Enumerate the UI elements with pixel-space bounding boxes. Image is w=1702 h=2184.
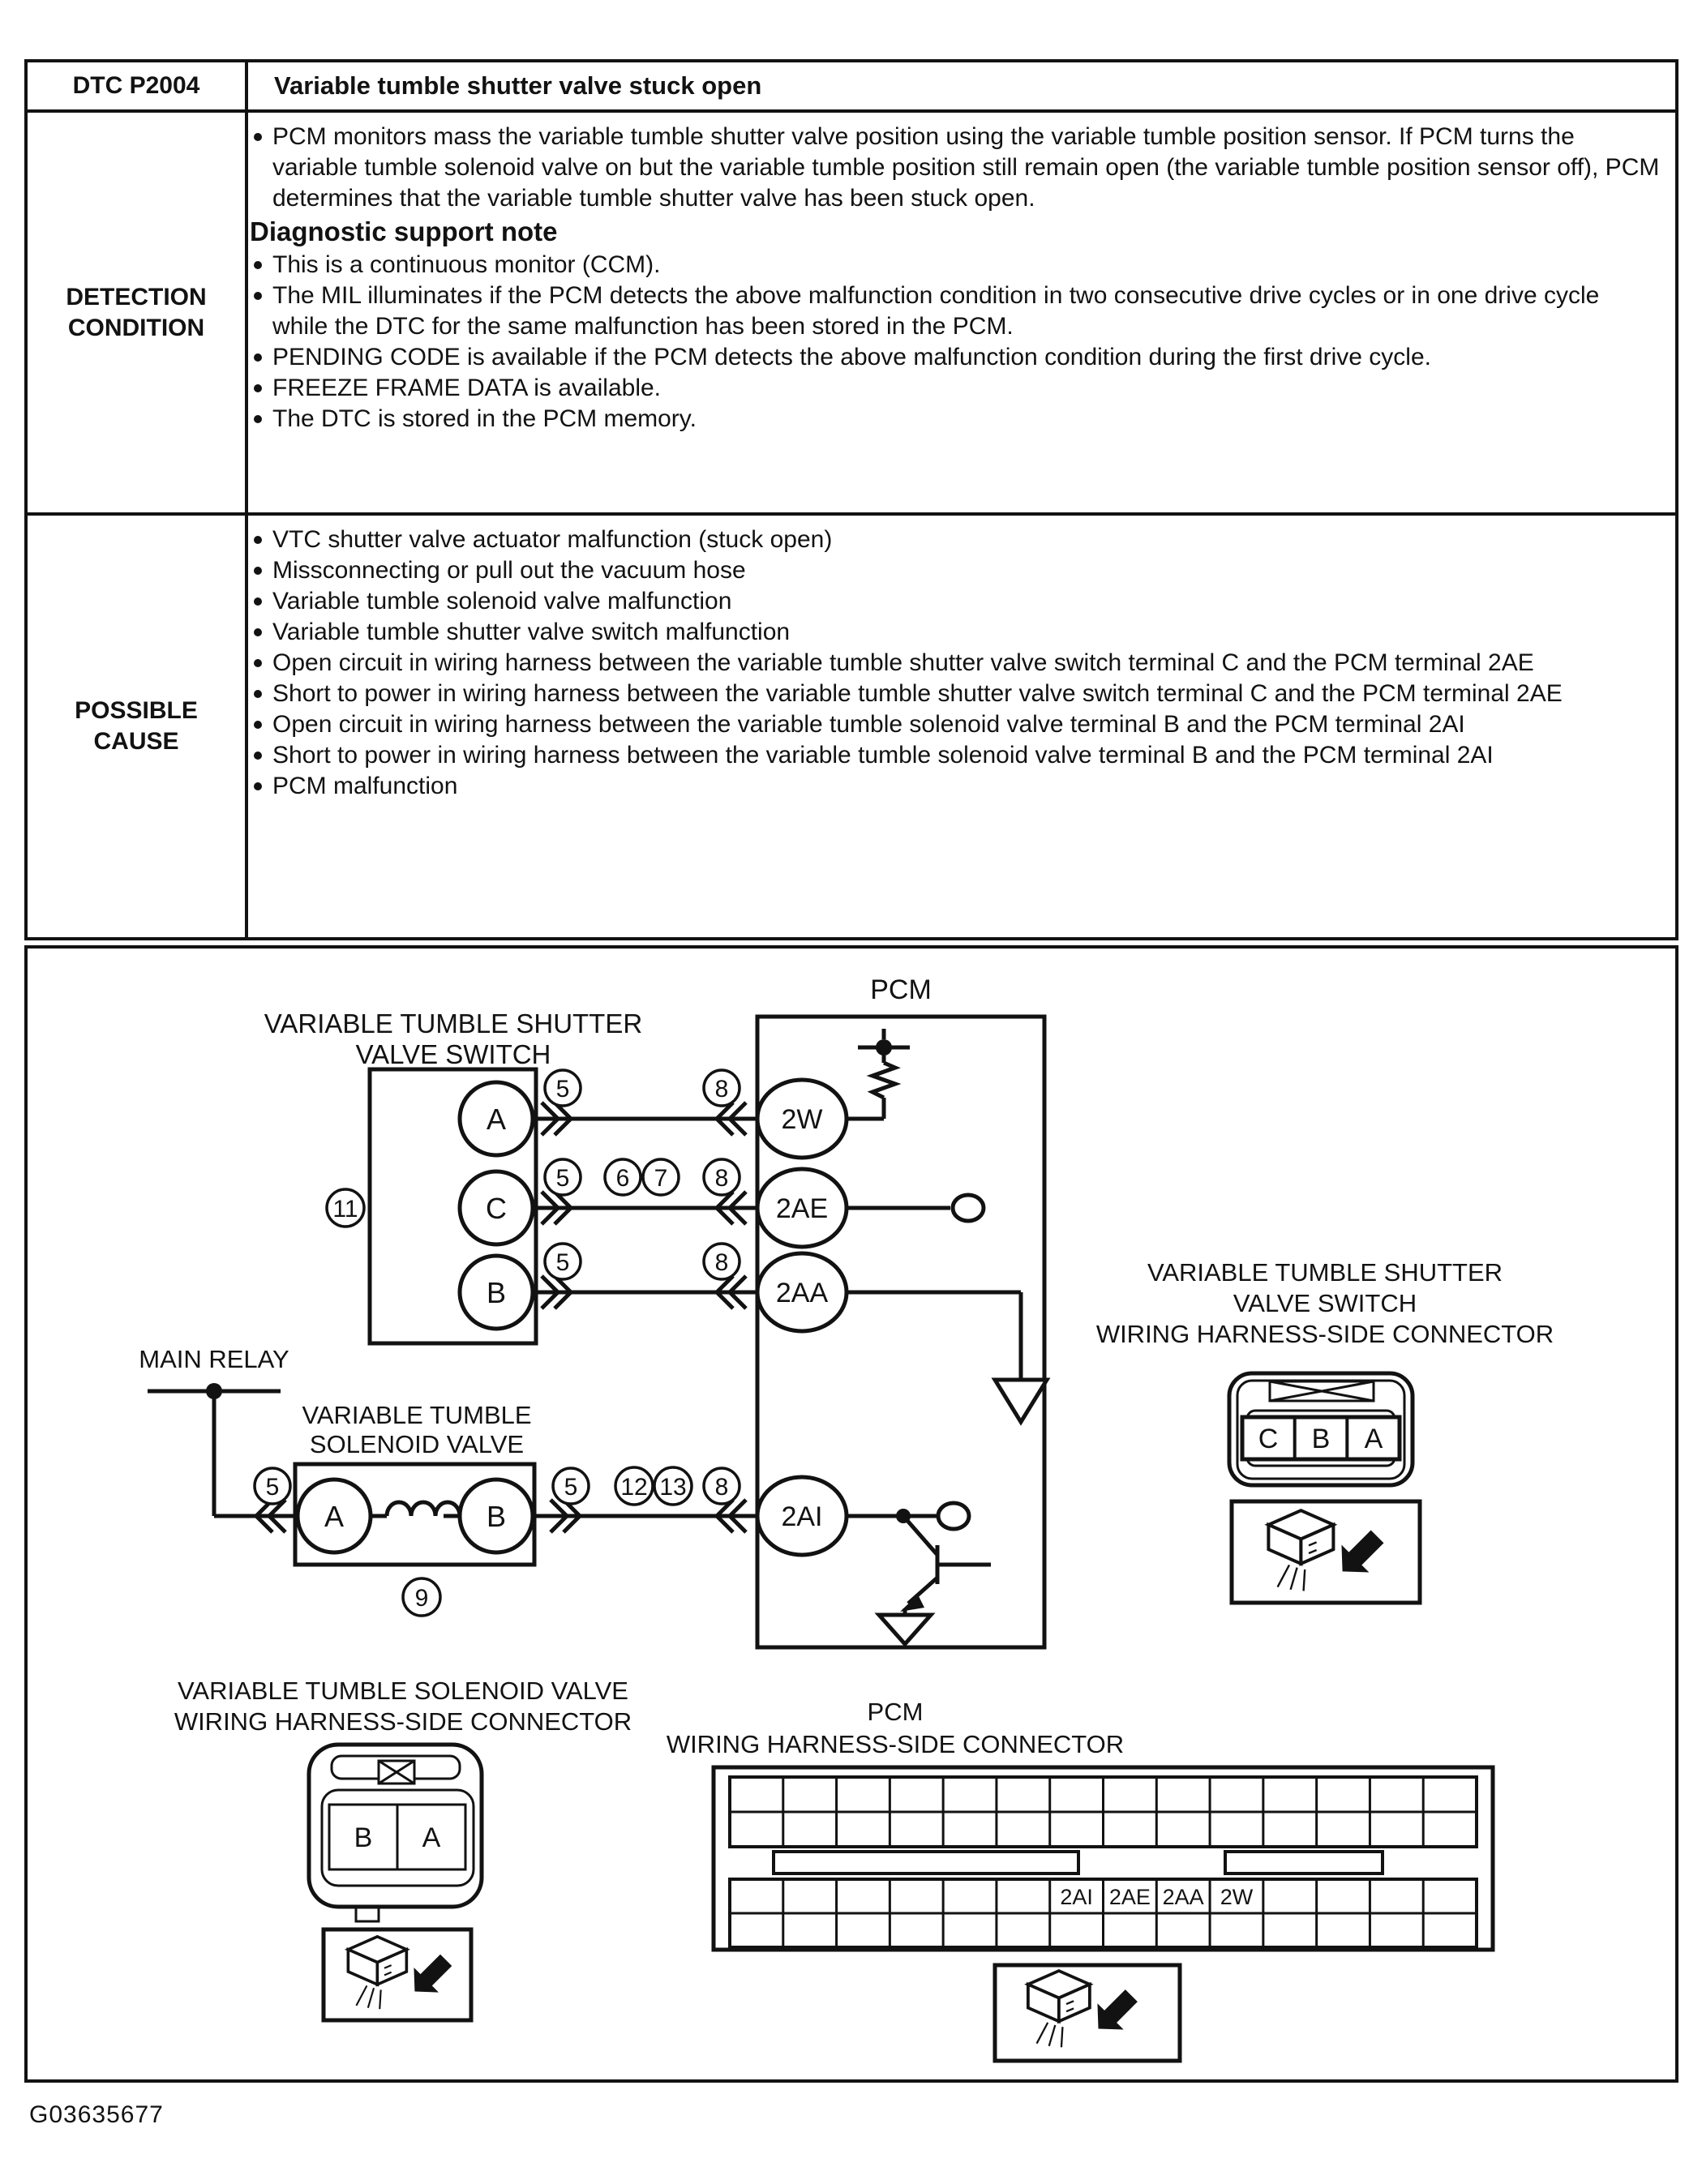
bullet-item: Open circuit in wiring harness between the variable tumble solenoid valve terminal B and the PCM terminal 2AI (250, 709, 1661, 740)
detection-label-line2: CONDITION (67, 314, 205, 341)
bullet-item: Missconnecting or pull out the vacuum hose (250, 555, 1661, 586)
bullet-item: Variable tumble solenoid valve malfunction (250, 586, 1661, 617)
callout-9: 9 (414, 1585, 429, 1612)
bullet-item: PCM monitors mass the variable tumble shutter valve position using the variable tumble position sensor. If PCM turns the variable tumble solenoid valve on but the variable tumble position still remain open (the variable tumble position sensor off), PCM determines that the variable tumble shutter valve has been stuck open. (250, 122, 1661, 214)
detection-support-list (250, 250, 1661, 435)
callout-11: 11 (332, 1196, 358, 1223)
dtc-title: Variable tumble shutter valve stuck open (274, 71, 762, 100)
bullet-item: Short to power in wiring harness between the variable tumble shutter valve switch terminal C and the PCM terminal 2AE (250, 679, 1661, 709)
bullet-item: The DTC is stored in the PCM memory. (250, 404, 1661, 435)
bullet-item: Short to power in wiring harness between the variable tumble solenoid valve terminal B and the PCM terminal 2AI (250, 740, 1661, 771)
solenoid-connector-cell-b: B (354, 1822, 373, 1853)
callout-8: 8 (714, 1076, 729, 1103)
bullet-item: PCM malfunction (250, 771, 1661, 802)
solenoid-connector-label-line1: VARIABLE TUMBLE SOLENOID VALVE (178, 1677, 628, 1705)
bullet-item: VTC shutter valve actuator malfunction (stuck open) (250, 525, 1661, 555)
solenoid-connector-block (174, 1677, 632, 2020)
solenoid-valve-block (295, 1401, 534, 1565)
callout-7: 7 (654, 1165, 668, 1192)
main-relay-label: MAIN RELAY (139, 1345, 289, 1373)
open-circle-node (953, 1195, 984, 1221)
solenoid-terminal-b-label: B (486, 1500, 507, 1533)
connector-photo-box (995, 1965, 1180, 2061)
pcm-connector-terminal-label: 2AI (1060, 1885, 1093, 1909)
bullet-item: Variable tumble shutter valve switch malfunction (250, 617, 1661, 648)
callout-8: 8 (714, 1474, 729, 1501)
open-circle-node (938, 1503, 969, 1529)
detection-condition-content (248, 109, 1675, 512)
switch-label-line1: VARIABLE TUMBLE SHUTTER (264, 1008, 643, 1038)
switch-connector-cell-c: C (1258, 1424, 1279, 1454)
power-node-dot (876, 1039, 892, 1056)
bullet-item: PENDING CODE is available if the PCM detects the above malfunction condition during the first drive cycle. (250, 342, 1661, 373)
switch-connector-label-line3: WIRING HARNESS-SIDE CONNECTOR (1095, 1320, 1554, 1348)
pcm-block (757, 974, 1047, 1647)
pcm-connector-block (667, 1698, 1493, 2061)
pcm-connector-terminal-label: 2AA (1162, 1885, 1204, 1909)
callout-8: 8 (714, 1165, 729, 1192)
possible-cause-label (28, 512, 248, 937)
callout-12: 12 (620, 1474, 648, 1501)
figure-code: G03635677 (29, 2101, 164, 2128)
solenoid-label-line1: VARIABLE TUMBLE (302, 1401, 532, 1429)
bullet-item: The MIL illuminates if the PCM detects the above malfunction condition in two consecutive drive cycles or in one drive cycle while the DTC for the same malfunction has been stored in the PCM. (250, 280, 1661, 342)
switch-terminal-b-label: B (486, 1276, 507, 1309)
switch-terminal-c-label: C (486, 1192, 507, 1225)
pcm-connector-label-line2: WIRING HARNESS-SIDE CONNECTOR (666, 1730, 1125, 1758)
possible-cause-list (250, 525, 1661, 802)
callout-5: 5 (265, 1474, 280, 1501)
possible-cause-label-line1: POSSIBLE (75, 697, 198, 724)
solenoid-terminal-a-label: A (324, 1500, 345, 1533)
pcm-connector-terminal-label: 2AE (1108, 1885, 1151, 1909)
possible-cause-content (248, 512, 1675, 937)
bullet-item: FREEZE FRAME DATA is available. (250, 373, 1661, 404)
pcm-terminal-2ae-label: 2AE (775, 1193, 829, 1224)
callout-5: 5 (555, 1249, 570, 1276)
pcm-box-label: PCM (870, 974, 932, 1005)
switch-connector-cell-a: A (1364, 1424, 1383, 1454)
dtc-table (24, 59, 1678, 940)
detection-label-line1: DETECTION (66, 283, 207, 310)
possible-cause-label-line2: CAUSE (93, 728, 179, 755)
solenoid-connector-cell-a: A (422, 1822, 441, 1853)
solenoid-label-line2: SOLENOID VALVE (309, 1430, 525, 1458)
wiring-diagram-frame (24, 945, 1678, 2083)
switch-connector-label-line2: VALVE SWITCH (1233, 1289, 1417, 1317)
diagnostic-support-note-heading: Diagnostic support note (250, 216, 558, 246)
callout-5: 5 (564, 1474, 578, 1501)
callout-5: 5 (555, 1076, 570, 1103)
switch-connector-label-line1: VARIABLE TUMBLE SHUTTER (1147, 1258, 1503, 1287)
pcm-terminal-2ai-label: 2AI (781, 1501, 823, 1532)
switch-terminal-a-label: A (486, 1103, 507, 1136)
pcm-connector-terminal-label: 2W (1220, 1885, 1254, 1909)
bullet-item: Open circuit in wiring harness between the variable tumble shutter valve switch terminal C and the PCM terminal 2AE (250, 648, 1661, 679)
callout-5: 5 (555, 1165, 570, 1192)
pcm-terminal-2aa-label: 2AA (775, 1278, 829, 1308)
dtc-code: DTC P2004 (28, 62, 248, 109)
callout-13: 13 (659, 1474, 687, 1501)
solenoid-connector-label-line2: WIRING HARNESS-SIDE CONNECTOR (174, 1707, 632, 1736)
pcm-terminal-2w-label: 2W (781, 1104, 823, 1135)
callout-6: 6 (615, 1165, 630, 1192)
detection-condition-label (28, 109, 248, 512)
callout-8: 8 (714, 1249, 729, 1276)
switch-connector-block (1096, 1258, 1554, 1603)
wiring-diagram (28, 949, 1675, 2079)
detection-intro-list (250, 122, 1661, 214)
switch-connector-cell-b: B (1311, 1424, 1331, 1454)
bullet-item: This is a continuous monitor (CCM). (250, 250, 1661, 280)
pcm-connector-label-line1: PCM (867, 1698, 924, 1726)
switch-label-line2: VALVE SWITCH (355, 1039, 551, 1069)
